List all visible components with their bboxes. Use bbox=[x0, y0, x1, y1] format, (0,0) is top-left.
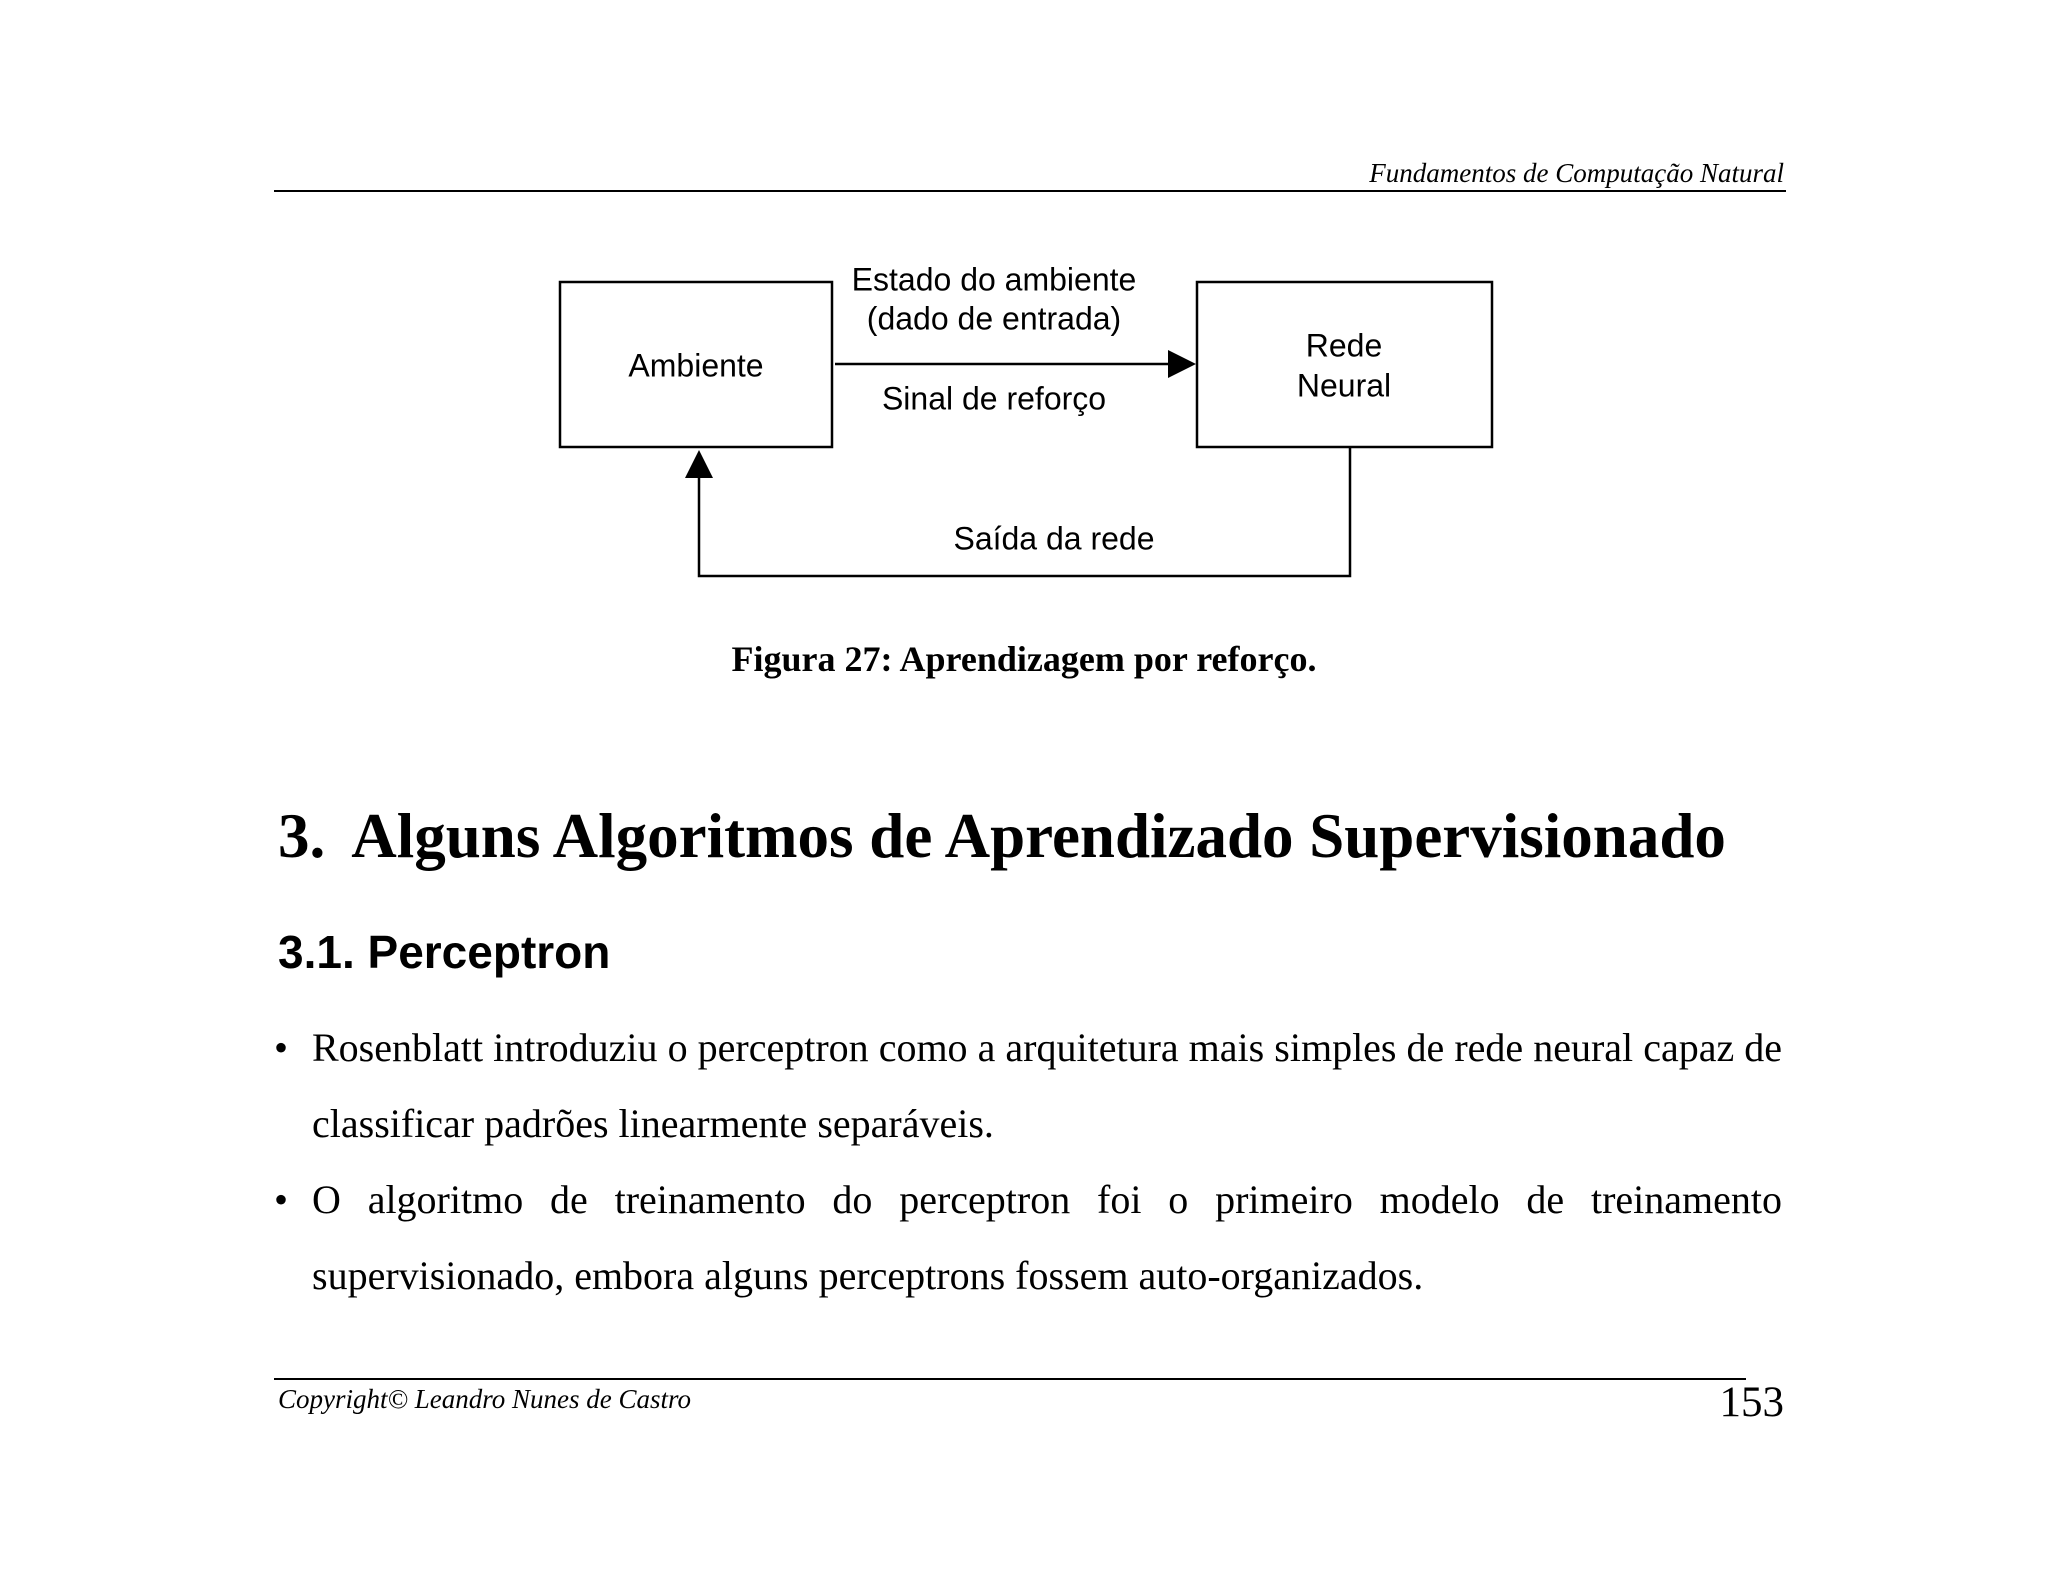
page-number: 153 bbox=[1719, 1379, 1784, 1426]
neural-network-box-label-line2: Neural bbox=[1296, 367, 1392, 404]
bullet-marker: • bbox=[274, 1025, 289, 1070]
section-heading bbox=[278, 800, 1726, 873]
state-label-line2: (dado de entrada) bbox=[866, 300, 1122, 337]
section-title-text: Alguns Algoritmos de Aprendizado Supervisionado bbox=[351, 801, 1726, 871]
output-feedback-arrowhead bbox=[685, 450, 713, 478]
running-header-title: Fundamentos de Computação Natural bbox=[1369, 158, 1784, 188]
bullet-text: Rosenblatt introduziu o perceptron como a arquitetura mais simples de rede neural capaz de classificar padrões linearmente separáveis. bbox=[312, 1025, 1782, 1146]
bullet-text: O algoritmo de treinamento do perceptron foi o primeiro modelo de treinamento supervisionado, embora alguns perceptrons fossem auto-organizados. bbox=[312, 1177, 1782, 1298]
environment-box-label: Ambiente bbox=[628, 347, 764, 384]
list-item bbox=[274, 1010, 1782, 1162]
network-output-label: Saída da rede bbox=[953, 520, 1155, 557]
output-feedback-line bbox=[699, 447, 1350, 576]
reinforcement-learning-diagram bbox=[0, 0, 2048, 620]
state-label-line1: Estado do ambiente bbox=[851, 261, 1137, 298]
input-arrowhead bbox=[1168, 350, 1196, 378]
footer-copyright: Copyright© Leandro Nunes de Castro bbox=[278, 1384, 692, 1414]
reinforcement-signal-label: Sinal de reforço bbox=[881, 380, 1107, 417]
figure-caption: Figura 27: Aprendizagem por reforço. bbox=[731, 639, 1317, 679]
subsection-heading: 3.1. Perceptron bbox=[278, 926, 611, 978]
bullet-list bbox=[274, 1010, 1782, 1314]
bullet-marker: • bbox=[274, 1177, 289, 1222]
neural-network-box-label-line1: Rede bbox=[1305, 327, 1383, 364]
footer-rule bbox=[274, 1378, 1746, 1380]
section-number: 3. bbox=[278, 801, 326, 871]
list-item bbox=[274, 1162, 1782, 1314]
neural-network-box bbox=[1197, 282, 1492, 447]
